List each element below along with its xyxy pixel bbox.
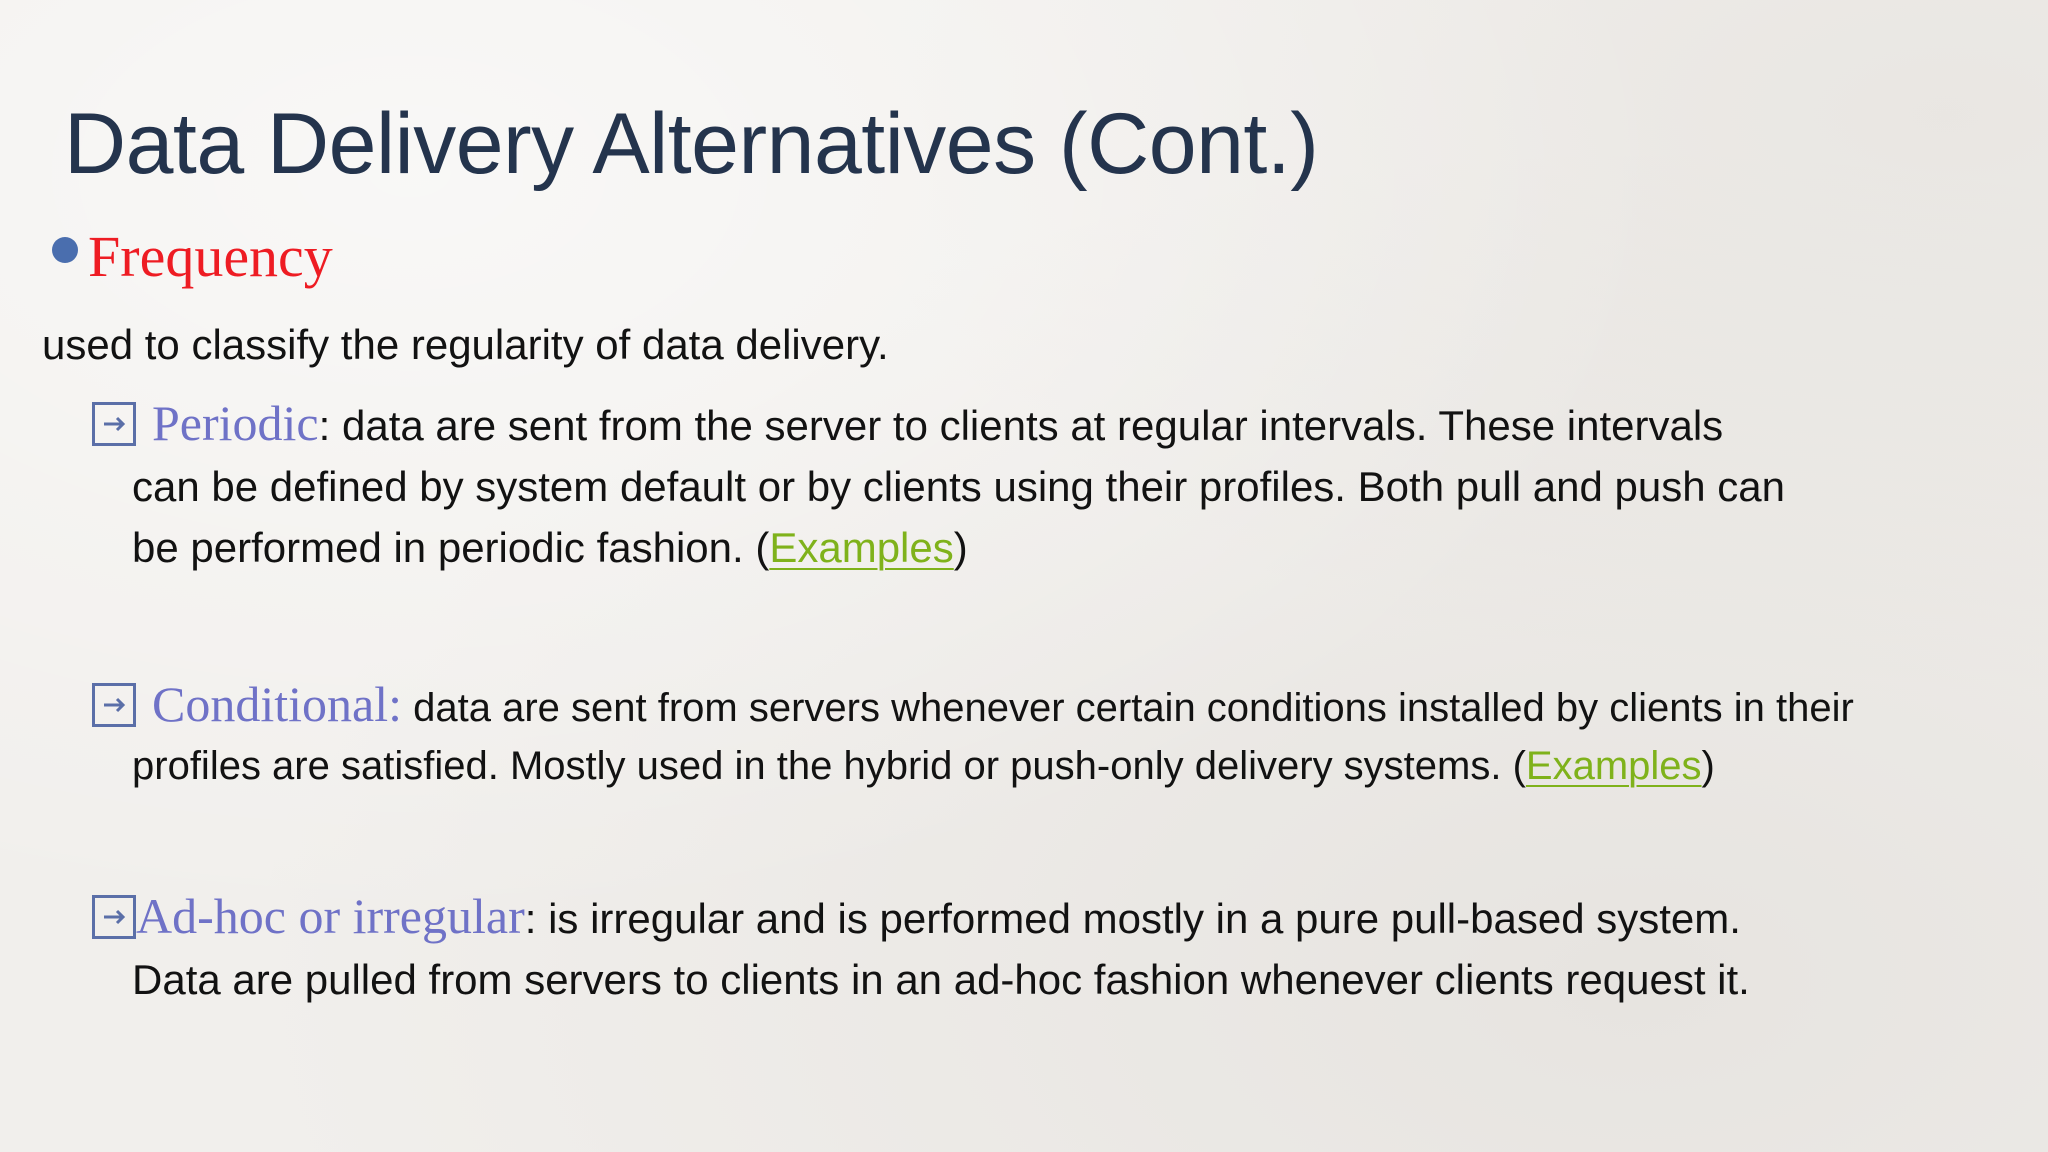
examples-link[interactable]: Examples <box>1525 744 1702 788</box>
item-text: be performed in periodic fashion. ( <box>132 524 770 571</box>
arrow-box-icon <box>92 402 136 446</box>
item-term: Periodic <box>152 395 319 451</box>
slide-title: Data Delivery Alternatives (Cont.) <box>64 96 1319 192</box>
bullet-dot-icon <box>52 237 78 263</box>
item-text: profiles are satisfied. Mostly used in the hybrid or push-only delivery systems. ( <box>132 744 1526 788</box>
bullet-frequency <box>52 222 333 292</box>
list-item-adhoc <box>92 886 2022 1010</box>
item-line-with-link <box>92 737 2022 795</box>
item-first-line <box>92 393 2022 456</box>
list-item-periodic <box>92 393 2022 578</box>
examples-link[interactable]: Examples <box>769 524 954 571</box>
list-item-conditional <box>92 675 2022 795</box>
item-first-line <box>92 886 2022 949</box>
item-first-line <box>92 675 2022 737</box>
item-term: Conditional: <box>152 676 402 732</box>
bullet-heading: Frequency <box>88 224 333 289</box>
item-line: can be defined by system default or by clients using their profiles. Both pull and push can <box>132 463 1785 510</box>
item-line-with-link <box>92 517 2022 578</box>
intro-text: used to classify the regularity of data delivery. <box>42 321 889 368</box>
arrow-box-icon <box>92 895 136 939</box>
arrow-box-icon <box>92 683 136 727</box>
item-text: : data are sent from the server to clients at regular intervals. These intervals <box>318 402 1724 449</box>
item-text: : is irregular and is performed mostly in a pure pull-based system. <box>524 895 1741 942</box>
item-text: data are sent from servers whenever certain conditions installed by clients in their <box>402 686 1854 730</box>
item-term: Ad-hoc or irregular <box>136 888 525 944</box>
item-line: Data are pulled from servers to clients in an ad-hoc fashion whenever clients request it. <box>132 956 1750 1003</box>
item-tail: ) <box>953 524 968 571</box>
item-tail: ) <box>1701 744 1715 788</box>
